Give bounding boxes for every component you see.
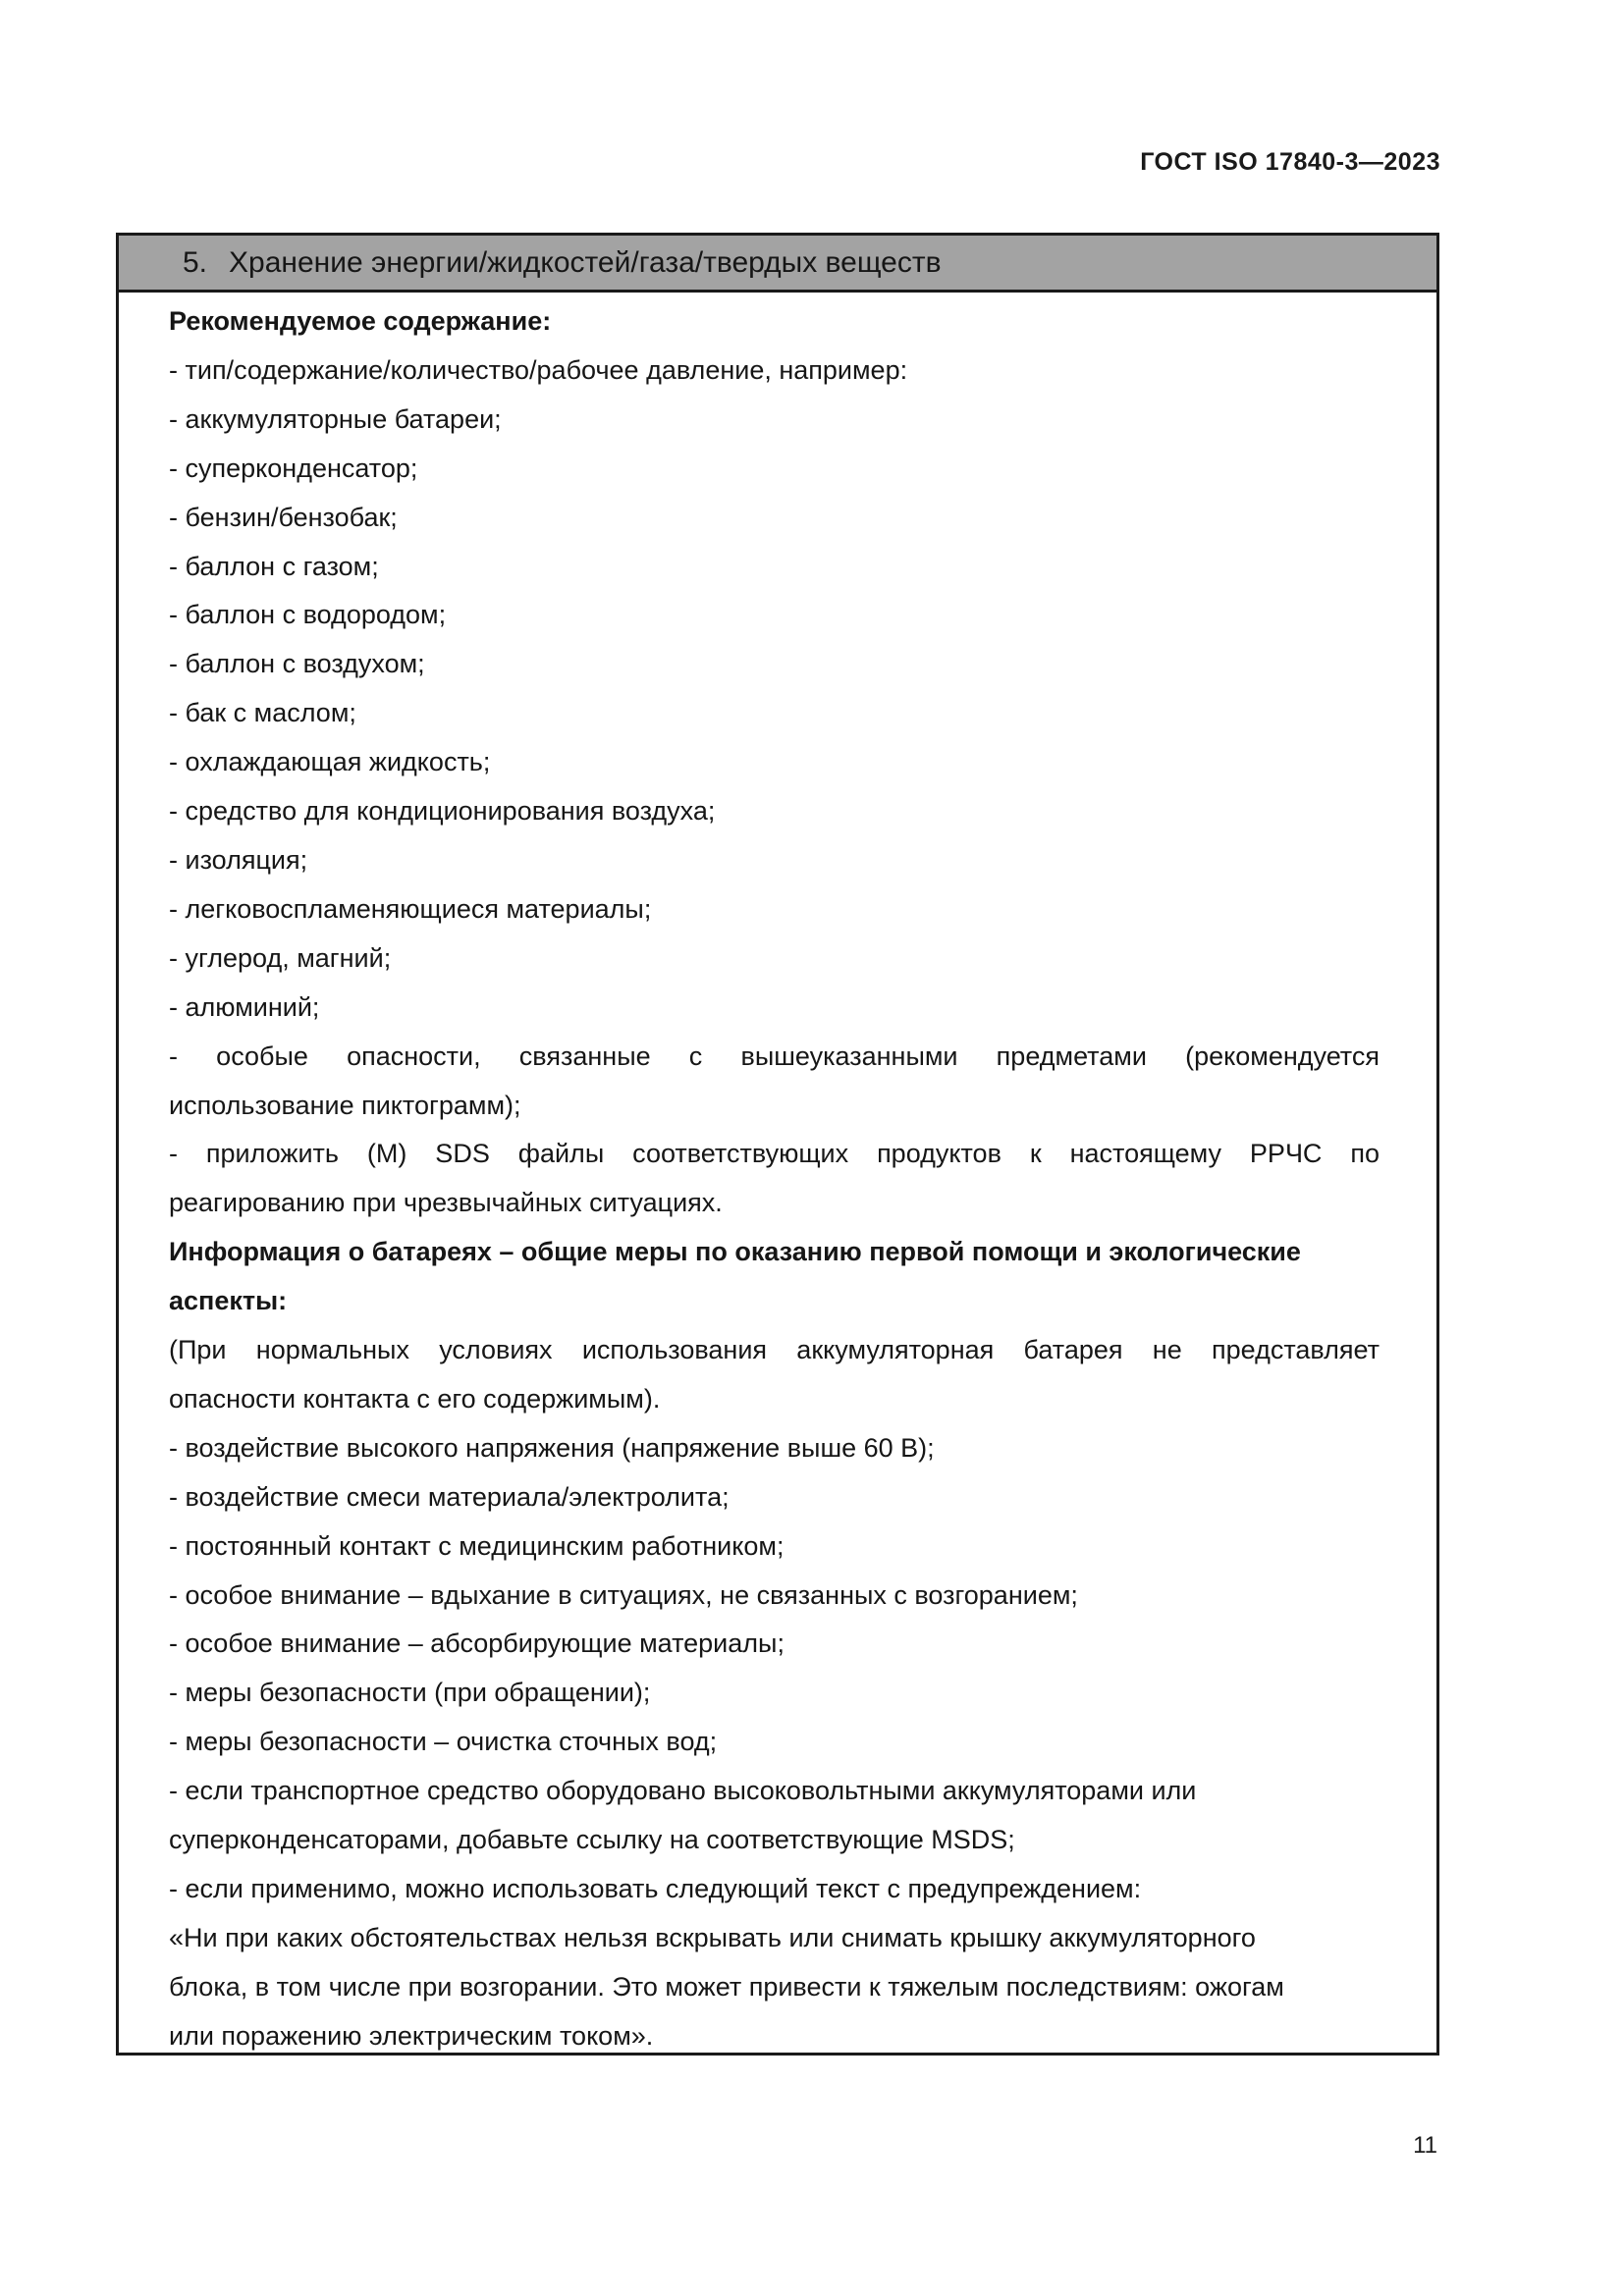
text-line: - алюминий; bbox=[169, 991, 320, 1022]
text-line: или поражению электрическим током». bbox=[169, 2020, 654, 2051]
text-line: - особое внимание – абсорбирующие материалы; bbox=[169, 1629, 785, 1659]
section-number: 5. bbox=[183, 245, 208, 279]
text-line: - бак с маслом; bbox=[169, 698, 356, 728]
text-line: - легковоспламеняющиеся материалы; bbox=[169, 893, 652, 924]
text-line: «Ни при каких обстоятельствах нельзя вскрывать или снимать крышку аккумуляторного bbox=[169, 1922, 1256, 1952]
text-line: - воздействие высокого напряжения (напряжение выше 60 В); bbox=[169, 1432, 935, 1463]
text-line: - баллон с водородом; bbox=[169, 600, 447, 630]
text-line: - особое внимание – вдыхание в ситуациях, не связанных с возгоранием; bbox=[169, 1579, 1078, 1610]
subheading-line: аспекты: bbox=[169, 1286, 288, 1316]
text-line: - меры безопасности (при обращении); bbox=[169, 1678, 651, 1708]
subheading-line: Рекомендуемое содержание: bbox=[169, 306, 552, 336]
text-line: - суперконденсатор; bbox=[169, 453, 418, 483]
text-line: - тип/содержание/количество/рабочее давление, например: bbox=[169, 354, 908, 385]
text-line: - если транспортное средство оборудовано высоковольтными аккумуляторами или bbox=[169, 1776, 1197, 1806]
text-line: реагированию при чрезвычайных ситуациях. bbox=[169, 1188, 723, 1218]
text-line: - баллон с газом; bbox=[169, 551, 379, 581]
section-header bbox=[119, 236, 1436, 293]
section-table bbox=[116, 233, 1439, 2056]
text-line: использование пиктограмм); bbox=[169, 1090, 521, 1120]
text-line: суперконденсаторами, добавьте ссылку на соответствующие MSDS; bbox=[169, 1825, 1015, 1855]
page-number: 11 bbox=[1413, 2132, 1437, 2159]
text-line: - приложить (М) SDS файлы соответствующих продуктов к настоящему РРЧС по bbox=[169, 1139, 1380, 1169]
text-line: - средство для кондиционирования воздуха; bbox=[169, 796, 716, 827]
section-title: Хранение энергии/жидкостей/газа/твердых веществ bbox=[229, 245, 942, 279]
text-line: блока, в том числе при возгорании. Это может привести к тяжелым последствиям: ожогам bbox=[169, 1971, 1284, 2002]
text-line: - углерод, магний; bbox=[169, 942, 392, 973]
text-line: - баллон с воздухом; bbox=[169, 649, 425, 679]
text-line: (При нормальных условиях использования аккумуляторная батарея не представляет bbox=[169, 1335, 1380, 1365]
text-line: - воздействие смеси материала/электролита; bbox=[169, 1481, 730, 1512]
text-line: - изоляция; bbox=[169, 844, 308, 875]
text-line: - если применимо, можно использовать следующий текст с предупреждением: bbox=[169, 1874, 1142, 1903]
text-line: - бензин/бензобак; bbox=[169, 502, 398, 532]
text-line: - аккумуляторные батареи; bbox=[169, 403, 502, 434]
text-line: - постоянный контакт с медицинским работником; bbox=[169, 1530, 785, 1561]
section-content bbox=[169, 293, 1380, 2061]
standard-designation: ГОСТ ISO 17840-3—2023 bbox=[1140, 148, 1440, 176]
subheading-line: Информация о батареях – общие меры по оказанию первой помощи и экологические bbox=[169, 1237, 1301, 1267]
text-line: - охлаждающая жидкость; bbox=[169, 747, 491, 777]
text-line: - особые опасности, связанные с вышеуказанными предметами (рекомендуется bbox=[169, 1041, 1380, 1071]
text-line: опасности контакта с его содержимым). bbox=[169, 1383, 661, 1414]
text-line: - меры безопасности – очистка сточных вод; bbox=[169, 1727, 718, 1757]
